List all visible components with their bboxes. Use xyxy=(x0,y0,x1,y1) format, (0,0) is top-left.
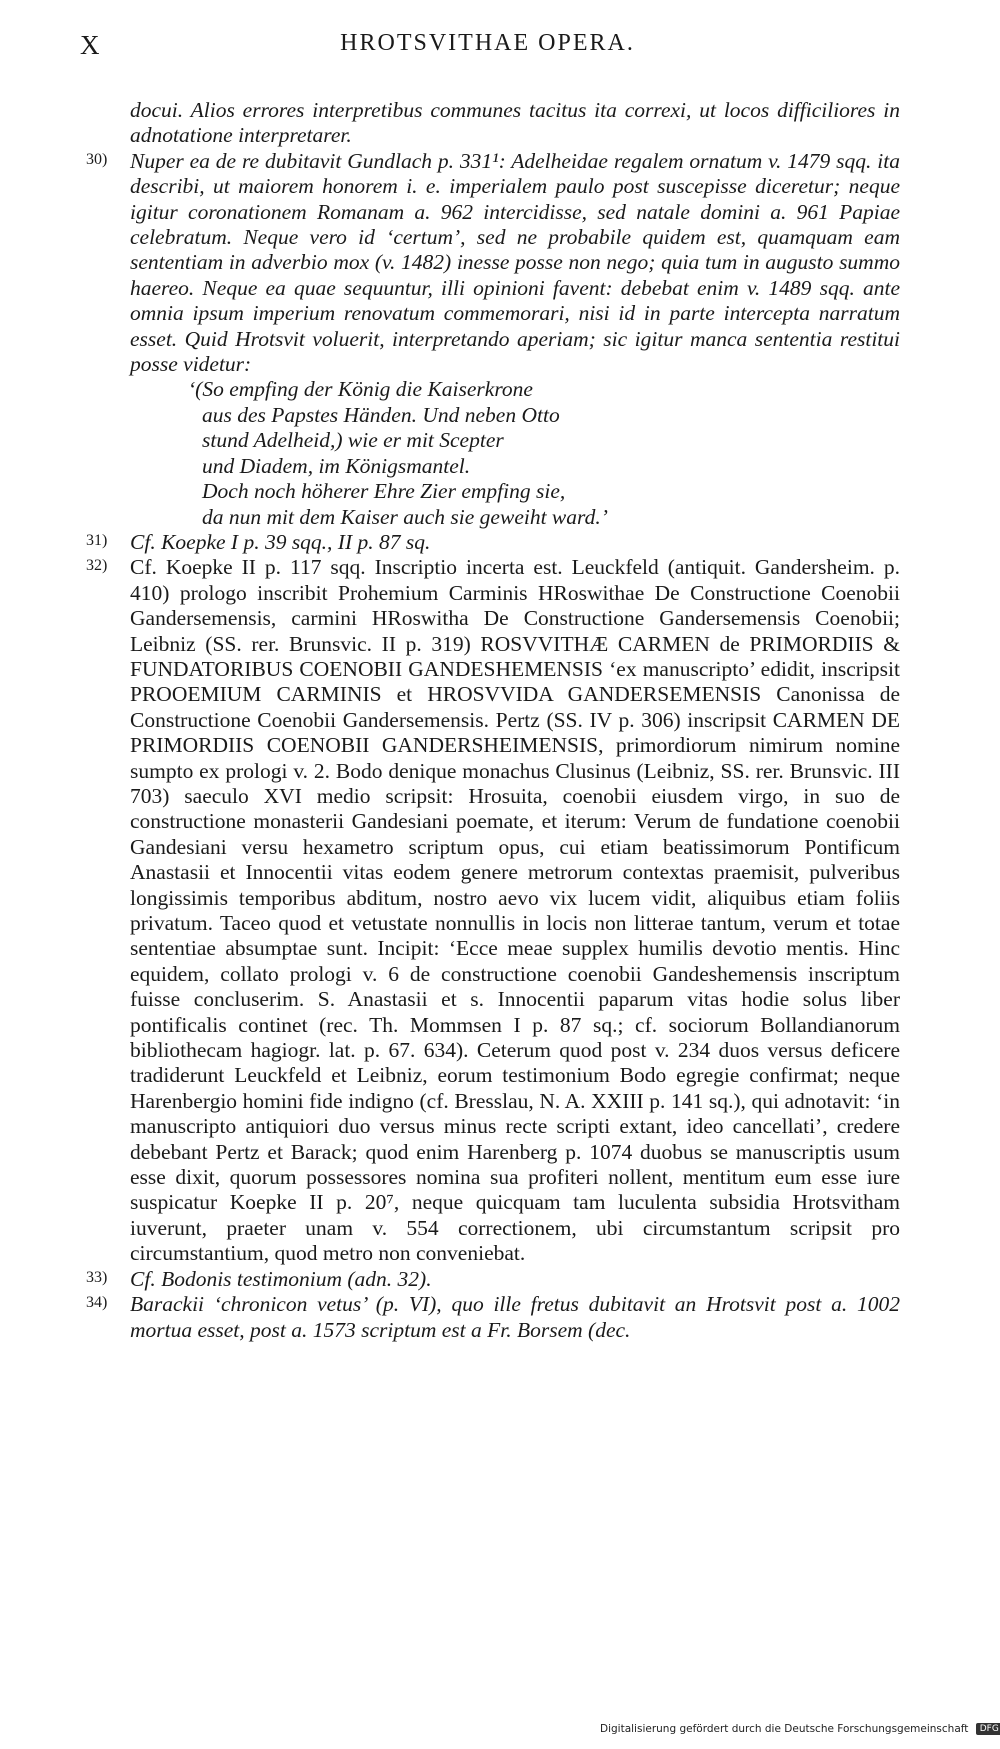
verse-line: stund Adelheid,) wie er mit Scepter xyxy=(202,428,504,453)
footnote-text: Cf. Koepke I p. 39 sqq., II p. 87 sq. xyxy=(130,529,431,554)
footnote-number: 33) xyxy=(86,1268,108,1286)
dfg-logo: DFG xyxy=(976,1723,1000,1735)
footnote-text: Barackii ‘chronicon vetus’ (p. VI), quo ille fretus dubitavit an Hrotsvit post a. 1002 mortua esset, post a. 1573 scriptum est a Fr. Borsem (dec. xyxy=(130,1292,900,1342)
footnote-31 xyxy=(78,530,900,555)
footnote-number: 31) xyxy=(86,531,108,549)
verse-line: Doch noch höherer Ehre Zier empfing sie, xyxy=(202,479,566,504)
continuation-text: docui. Alios errores interpretibus communes tacitus ita correxi, ut locos difficiliores in adnotatione interpretarer. xyxy=(130,98,900,148)
footnote-number: 30) xyxy=(86,150,108,168)
verse-line: aus des Papstes Händen. Und neben Otto xyxy=(202,402,560,427)
verse-line: und Diadem, im Königsmantel. xyxy=(202,453,471,478)
footnote-text: Cf. Koepke II p. 117 sqq. Inscriptio incerta est. Leuckfeld (antiquit. Gandersheim. p. 410) prologo inscribit Prohemium Carminis HRoswithae De Constructione Coenobii Gandersemensis, carmini HRoswitha De Constructione Gandersemensis Coenobii; Leibniz (SS. rer. Brunsvic. II p. 319) ROSVVITHÆ CARMEN de PRIMORDIIS & FUNDATORIBUS COENOBII GANDESHEMENSIS ‘ex manuscripto’ edidit, inscripsit PROOEMIUM CARMINIS et HROSVVIDA GANDERSEMENSIS Canonissa de Constructione Coenobii Gandersemensis. Pertz (SS. IV p. 306) inscripsit CARMEN DE PRIMORDIIS COENOBII GANDERSHEIMENSIS, primordiorum nimirum nomine sumpto ex prologi v. 2. Bodo denique monachus Clusinus (Leibniz, SS. rer. Brunsvic. III 703) saeculo XVI medio scripsit: Hrosuita, coenobii eiusdem virgo, in suo de constructione monasterii Gandesiani poemate, et iterum: Verum de fundatione coenobii Gandesiani versu hexametro scriptum opus, cui etiam beatissimorum Pontificum Anastasii et Innocentii vitas eodem genere metrorum contextas praemisit, pulveribus longissimis temporibus abditum, nostro aevo vix lucem vidit, aliquibus etiam foliis privatum. Taceo quod et vetustate nonnullis in locis non litterae tantum, verum et totae sententiae absumptae sunt. Incipit: ‘Ecce meae supplex humilis devotio mentis. Hinc equidem, collato prologi v. 6 de constructione coenobii Gandeshemensis inscriptum fuisse concluserim. S. Anastasii et s. Innocentii paparum vitas hodie solus liber pontificalis continet (rec. Th. Mommsen I p. 87 sq.; cf. sociorum Bollandianorum bibliothecam hagiogr. lat. p. 67. 634). Ceterum quod post v. 234 duos versus deficere tradiderunt Leuckfeld et Leibniz, eorum testimonium Bodo egregie confirmat; neque Harenbergio homini fide indigno (cf. Bresslau, N. A. XXIII p. 141 sq.), qui adnotavit: ‘in manuscripto antiquiori duo versus minus recte scripti extant, ideo cancellati’, credere debebant Pertz et Barack; quod enim Harenberg p. 1074 duobus se manuscriptis usum esse dixit, quorum possessores nomina sua profiteri nollent, mentitum eum esse iure suspicatur Koepke II p. 20⁷, neque quicquam tam luculenta subsidia Hrotsvitham iuverunt, praeter unam v. 554 correctionem, ubi circumstantum scripsit pro circumstantium, quod metro non conveniebat. xyxy=(130,555,900,1266)
footnote-33 xyxy=(78,1267,900,1292)
credit-text: Digitalisierung gefördert durch die Deutsche Forschungsgemeinschaft xyxy=(600,1723,969,1735)
footnote-34 xyxy=(78,1292,900,1343)
page-header xyxy=(80,30,895,70)
footnote-number: 32) xyxy=(86,557,108,575)
verse-line: ‘(So empfing der König die Kaiserkrone xyxy=(188,377,533,402)
verse-line: da nun mit dem Kaiser auch sie geweiht ward.’ xyxy=(202,504,608,529)
footnotes-block xyxy=(78,98,900,1343)
footnote-text: Cf. Bodonis testimonium (adn. 32). xyxy=(130,1266,432,1291)
footnote-number: 34) xyxy=(86,1294,108,1312)
footnote-text: Nuper ea de re dubitavit Gundlach p. 331¹: Adelheidae regalem ornatum v. 1479 sqq. ita describi, ut maiorem honorem i. e. imperialem paulo post suscepisse diceretur; neque igitur coronationem Romanam a. 962 intercidisse, sed natale domini a. 961 Papiae celebratum. Neque vero id ‘certum’, sed ne probabile quidem est, quamquam eam sententiam in adverbio mox (v. 1482) inesse posse non nego; quia tum in augusto summo haereo. Neque ea quae sequuntur, illi opinioni favent: debebat enim v. 1489 sqq. ante omnia ipsum imperium renovatum commemorari, nisi id in parte intercepta narratum esset. Quid Hrotsvit voluerit, interpretando aperiam; sic igitur manca sententia restitui posse videtur: xyxy=(130,148,900,377)
footnote-32 xyxy=(78,555,900,1266)
german-verse-translation xyxy=(188,377,900,529)
continuation-paragraph xyxy=(78,98,900,149)
digitization-credit xyxy=(600,1723,1000,1735)
running-title: HROTSVITHAE OPERA. xyxy=(340,30,635,56)
page-number: X xyxy=(80,30,101,60)
footnote-30 xyxy=(78,149,900,378)
